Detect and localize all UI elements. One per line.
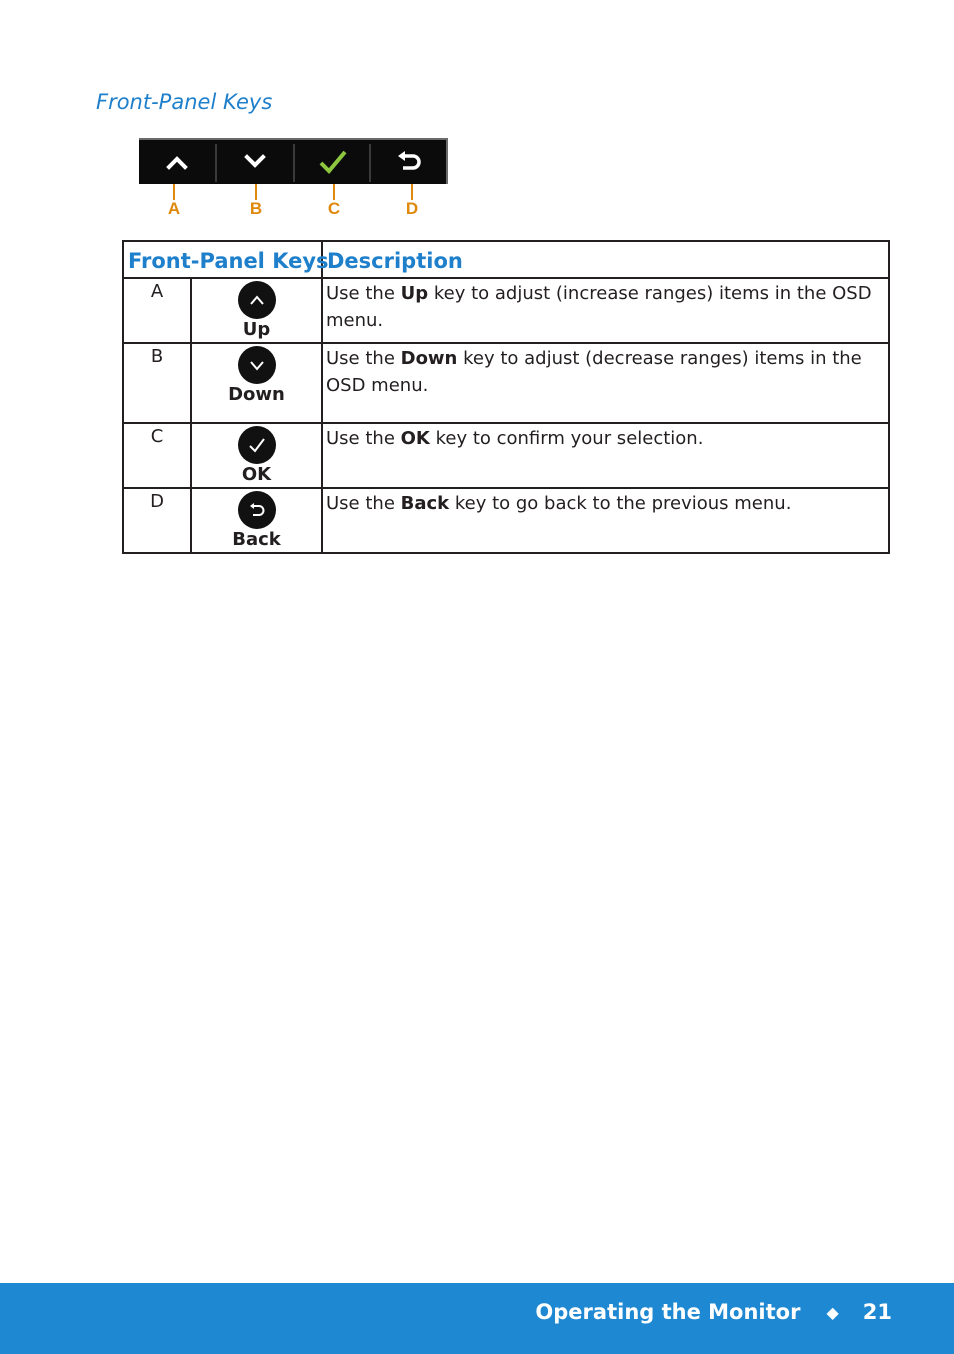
key-icon-cell	[191, 488, 322, 553]
back-key-button	[238, 491, 276, 529]
key-description: Use the Down key to adjust (decrease ranges) items in the OSD menu.	[322, 343, 889, 423]
key-description: Use the Back key to go back to the previous menu.	[322, 488, 889, 553]
front-panel-keys-table	[122, 240, 890, 554]
footer-section-title: Operating the Monitor	[535, 1300, 801, 1324]
key-letter: B	[123, 343, 191, 423]
callout-b: B	[246, 184, 266, 218]
page-footer	[0, 1283, 954, 1354]
front-panel-illustration	[139, 138, 448, 184]
key-description: Use the OK key to confirm your selection.	[322, 423, 889, 488]
panel-back-key	[371, 140, 447, 184]
key-name: OK	[241, 464, 272, 485]
table-row	[123, 278, 889, 343]
key-name: Down	[228, 384, 285, 405]
table-header-row	[123, 241, 889, 278]
panel-up-key	[139, 140, 215, 184]
panel-down-key	[217, 140, 293, 184]
ok-key-button	[238, 426, 276, 464]
key-name: Up	[242, 319, 271, 340]
back-arrow-icon	[248, 502, 266, 518]
section-title: Front-Panel Keys	[96, 90, 273, 114]
callout-a: A	[164, 184, 184, 218]
key-icon-cell	[191, 423, 322, 488]
key-letter: C	[123, 423, 191, 488]
header-description: Description	[322, 241, 889, 278]
table-row	[123, 343, 889, 423]
back-arrow-icon	[395, 150, 423, 174]
key-name: Back	[232, 529, 281, 550]
up-key-button	[238, 281, 276, 319]
table-row	[123, 488, 889, 553]
up-arrow-icon	[165, 152, 189, 172]
key-description: Use the Up key to adjust (increase ranges) items in the OSD menu.	[322, 278, 889, 343]
callout-c: C	[324, 184, 344, 218]
panel-ok-key	[295, 140, 371, 184]
check-icon	[248, 437, 266, 453]
down-arrow-icon	[249, 359, 265, 371]
header-front-panel-keys: Front-Panel Keys	[123, 241, 322, 278]
callout-d: D	[402, 184, 422, 218]
page-number: 21	[862, 1300, 892, 1324]
table-row	[123, 423, 889, 488]
key-icon-cell	[191, 278, 322, 343]
key-icon-cell	[191, 343, 322, 423]
key-letter: A	[123, 278, 191, 343]
check-icon	[318, 149, 348, 175]
down-key-button	[238, 346, 276, 384]
down-arrow-icon	[243, 152, 267, 172]
diamond-icon: ◆	[826, 1302, 839, 1322]
key-letter: D	[123, 488, 191, 553]
up-arrow-icon	[249, 294, 265, 306]
